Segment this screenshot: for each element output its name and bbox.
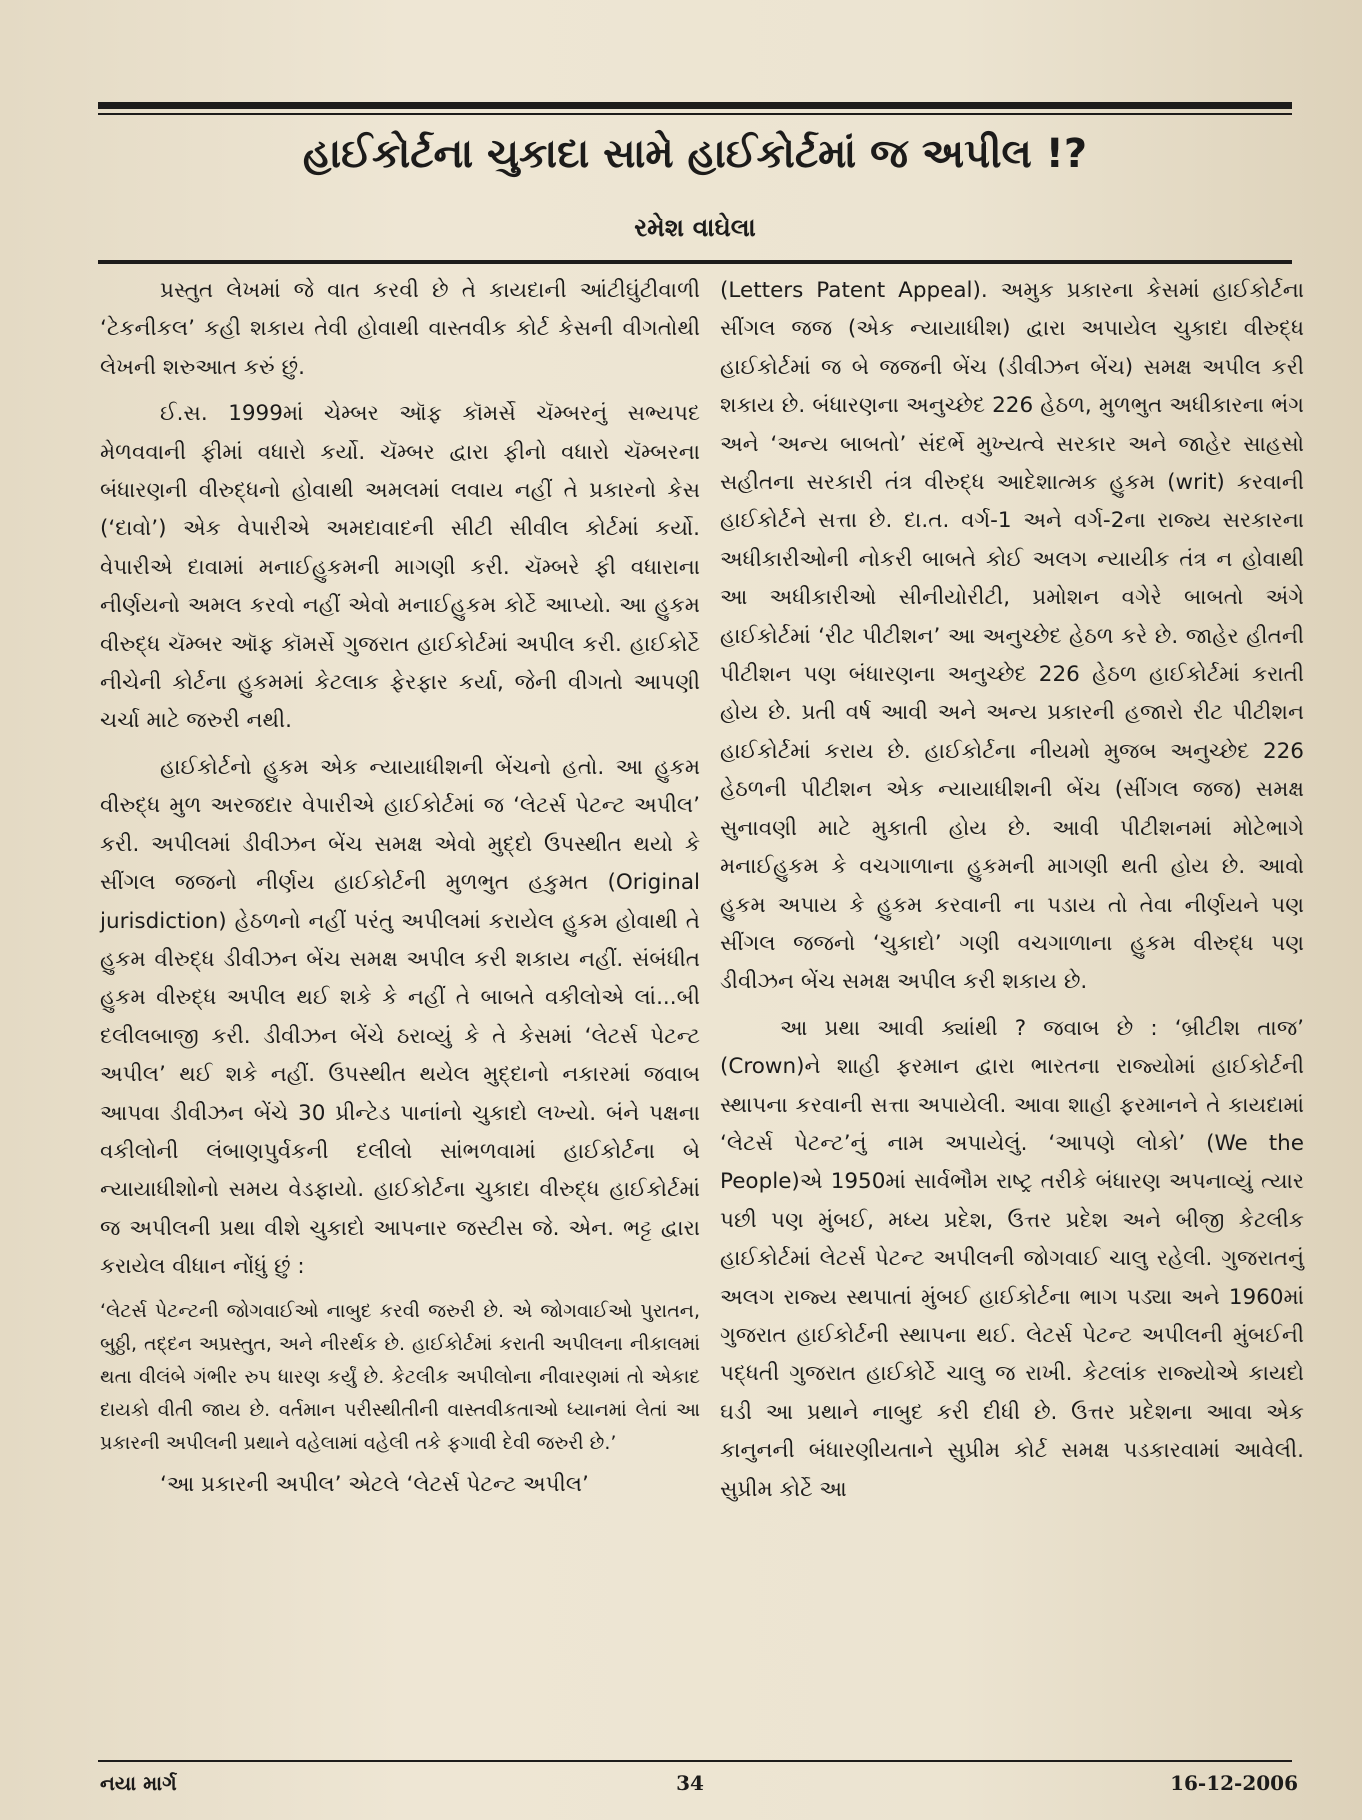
left-column — [100, 272, 700, 1512]
publication-name: નયા માર્ગ — [100, 1771, 177, 1795]
page-number: 34 — [676, 1771, 704, 1795]
quote-block: ‘લેટર્સ પેટન્ટની જોગવાઈઓ નાબુદ કરવી જરુરી છે. એ જોગવાઈઓ પુરાતન, બુઠ્ઠી, તદ્દન અપ્રસ્તુત, અને નીરર્થક છે. હાઈકોર્ટમાં કરાતી અપીલના નીકાલમાં થતા વીલંબે ગંભીર રુપ ધારણ કર્યું છે. કેટલીક અપીલોના નીવારણમાં તો એકાદ દાયકો વીતી જાય છે. વર્તમાન પરીસ્થીતીની વાસ્તવીકતાઓ ધ્યાનમાં લેતાં આ પ્રકારની અપીલની પ્રથાને વહેલામાં વહેલી તકે ફગાવી દેવી જરુરી છે.’ — [100, 1299, 700, 1454]
paragraph: ‘આ પ્રકારની અપીલ’ એટલે ‘લેટર્સ પેટન્ટ અપીલ’ — [160, 1471, 589, 1497]
paragraph: હાઈકોર્ટનો હુકમ એક ન્યાયાધીશની બેંચનો હતો. આ હુકમ વીરુદ્ધ મુળ અરજદાર વેપારીએ હાઈકોર્ટમાં જ ‘લેટર્સ પેટન્ટ અપીલ’ કરી. અપીલમાં ડીવીઝન બેંચ સમક્ષ એવો મુદ્દો ઉપસ્થીત થયો કે સીંગલ જજનો નીર્ણય હાઈકોર્ટની મુળભુત હકુમત (Original jurisdiction) હેઠળનો નહીં પરંતુ અપીલમાં કરાયેલ હુકમ હોવાથી તે હુકમ વીરુદ્ધ ડીવીઝન બેંચ સમક્ષ અપીલ કરી શકાય નહીં. સંબંધીત હુકમ વીરુદ્ધ અપીલ થઈ શકે કે નહીં તે બાબતે વકીલોએ લાં...બી દલીલબાજી કરી. ડીવીઝન બેંચે ઠરાવ્યું કે તે કેસમાં ‘લેટર્સ પેટન્ટ અપીલ’ થઈ શકે નહીં. ઉપસ્થીત થયેલ મુદ્દાનો નકારમાં જવાબ આપવા ડીવીઝન બેંચે 30 પ્રીન્ટેડ પાનાંનો ચુકાદો લખ્યો. બંને પક્ષના વકીલોની લંબાણપુર્વકની દલીલો સાંભળવામાં હાઈકોર્ટના બે ન્યાયાધીશોનો સમય વેડફાયો. હાઈકોર્ટના ચુકાદા વીરુદ્ધ હાઈકોર્ટમાં જ અપીલની પ્રથા વીશે ચુકાદો આપનાર જસ્ટીસ જે. એન. ભટ્ટ દ્વારા કરાયેલ વીધાન નોંધું છું : — [100, 754, 700, 1280]
article-author: રમેશ વાઘેલા — [634, 213, 756, 242]
article-title: હાઈકોર્ટના ચુકાદા સામે હાઈકોર્ટમાં જ અપીલ !? — [302, 131, 1088, 177]
footer-rule — [98, 1760, 1292, 1762]
right-column — [720, 272, 1304, 1517]
header-rule — [98, 260, 1292, 264]
paragraph: આ પ્રથા આવી ક્યાંથી ? જવાબ છે : ‘બ્રીટીશ તાજ’ (Crown)ને શાહી ફરમાન દ્વારા ભારતના રાજ્યોમાં હાઈકોર્ટની સ્થાપના કરવાની સત્તા અપાયેલી. આવા શાહી ફરમાનને તે કાયદામાં ‘લેટર્સ પેટન્ટ’નું નામ અપાયેલું. ‘આપણે લોકો’ (We the People)એ 1950માં સાર્વભૌમ રાષ્ટ્ર તરીકે બંધારણ અપનાવ્યું ત્યાર પછી પણ મુંબઈ, મધ્ય પ્રદેશ, ઉત્તર પ્રદેશ અને બીજી કેટલીક હાઈકોર્ટમાં લેટર્સ પેટન્ટ અપીલની જોગવાઈ ચાલુ રહેલી. ગુજરાતનું અલગ રાજ્ય સ્થપાતાં મુંબઈ હાઈકોર્ટના ભાગ પડ્યા અને 1960માં ગુજરાત હાઈકોર્ટની સ્થાપના થઈ. લેટર્સ પેટન્ટ અપીલની મુંબઈની પદ્ધતી ગુજરાત હાઈકોર્ટે ચાલુ જ રાખી. કેટલાંક રાજ્યોએ કાયદો ઘડી આ પ્રથાને નાબુદ કરી દીધી છે. ઉત્તર પ્રદેશના આવા એક કાનુનની બંધારણીયતાને સુપ્રીમ કોર્ટ સમક્ષ પડકારવામાં આવેલી. સુપ્રીમ કોર્ટે આ — [720, 1015, 1304, 1502]
paragraph: ઈ.સ. 1999માં ચેમ્બર ઑફ કૉમર્સે ચૅમ્બરનું સભ્યપદ મેળવવાની ફીમાં વધારો કર્યો. ચૅમ્બર દ્વારા ફીનો વધારો ચૅમ્બરના બંધારણની વીરુદ્ધનો હોવાથી અમલમાં લવાય નહીં તે પ્રકારનો કેસ (‘દાવો’) એક વેપારીએ અમદાવાદની સીટી સીવીલ કોર્ટમાં કર્યો. વેપારીએ દાવામાં મનાઈહુકમની માગણી કરી. ચૅમ્બરે ફી વધારાના નીર્ણયનો અમલ કરવો નહીં એવો મનાઈહુકમ કોર્ટે આપ્યો. આ હુકમ વીરુદ્ધ ચૅમ્બર ઑફ કૉમર્સે ગુજરાત હાઈકોર્ટમાં અપીલ કરી. હાઈકોર્ટે નીચેની કોર્ટના હુકમમાં કેટલાક ફેરફાર કર્યા, જેની વીગતો આપણી ચર્ચા માટે જરુરી નથી. — [100, 401, 700, 734]
issue-date: 16-12-2006 — [1170, 1771, 1298, 1795]
paragraph: (Letters Patent Appeal). અમુક પ્રકારના કેસમાં હાઈકોર્ટના સીંગલ જજ (એક ન્યાયાધીશ) દ્વારા અપાયેલ ચુકાદા વીરુદ્ધ હાઈકોર્ટમાં જ બે જજની બેંચ (ડીવીઝન બેંચ) સમક્ષ અપીલ કરી શકાય છે. બંધારણના અનુચ્છેદ 226 હેઠળ, મુળભુત અધીકારના ભંગ અને ‘અન્ય બાબતો’ સંદર્ભે મુખ્યત્વે સરકાર અને જાહેર સાહસો સહીતના સરકારી તંત્ર વીરુદ્ધ આદેશાત્મક હુકમ (writ) કરવાની હાઈકોર્ટને સત્તા છે. દા.ત. વર્ગ-1 અને વર્ગ-2ના રાજ્ય સરકારના અધીકારીઓની નોકરી બાબતે કોઈ અલગ ન્યાયીક તંત્ર ન હોવાથી આ અધીકારીઓ સીનીયોરીટી, પ્રમોશન વગેરે બાબતો અંગે હાઈકોર્ટમાં ‘રીટ પીટીશન’ આ અનુચ્છેદ હેઠળ કરે છે. જાહેર હીતની પીટીશન પણ બંધારણના અનુચ્છેદ 226 હેઠળ હાઈકોર્ટમાં કરાતી હોય છે. પ્રતી વર્ષ આવી અને અન્ય પ્રકારની હજારો રીટ પીટીશન હાઈકોર્ટમાં કરાય છે. હાઈકોર્ટના નીયમો મુજબ અનુચ્છેદ 226 હેઠળની પીટીશન એક ન્યાયાધીશની બેંચ (સીંગલ જજ) સમક્ષ સુનાવણી માટે મુકાતી હોય છે. આવી પીટીશનમાં મોટેભાગે મનાઈહુકમ કે વચગાળાના હુકમની માગણી થતી હોય છે. આવો હુકમ અપાય કે હુકમ કરવાની ના પડાય તો તેવા નીર્ણયને પણ સીંગલ જજનો ‘ચુકાદો’ ગણી વચગાળાના હુકમ વીરુદ્ધ પણ ડીવીઝન બેંચ સમક્ષ અપીલ કરી શકાય છે. — [720, 278, 1304, 995]
top-rule — [98, 102, 1292, 109]
top-rule-thin — [98, 113, 1292, 115]
paragraph: પ્રસ્તુત લેખમાં જે વાત કરવી છે તે કાયદાની આંટીઘુંટીવાળી ‘ટેકનીકલ’ કહી શકાય તેવી હોવાથી વાસ્તવીક કોર્ટ કેસની વીગતોથી લેખની શરુઆત કરું છું. — [100, 278, 700, 380]
